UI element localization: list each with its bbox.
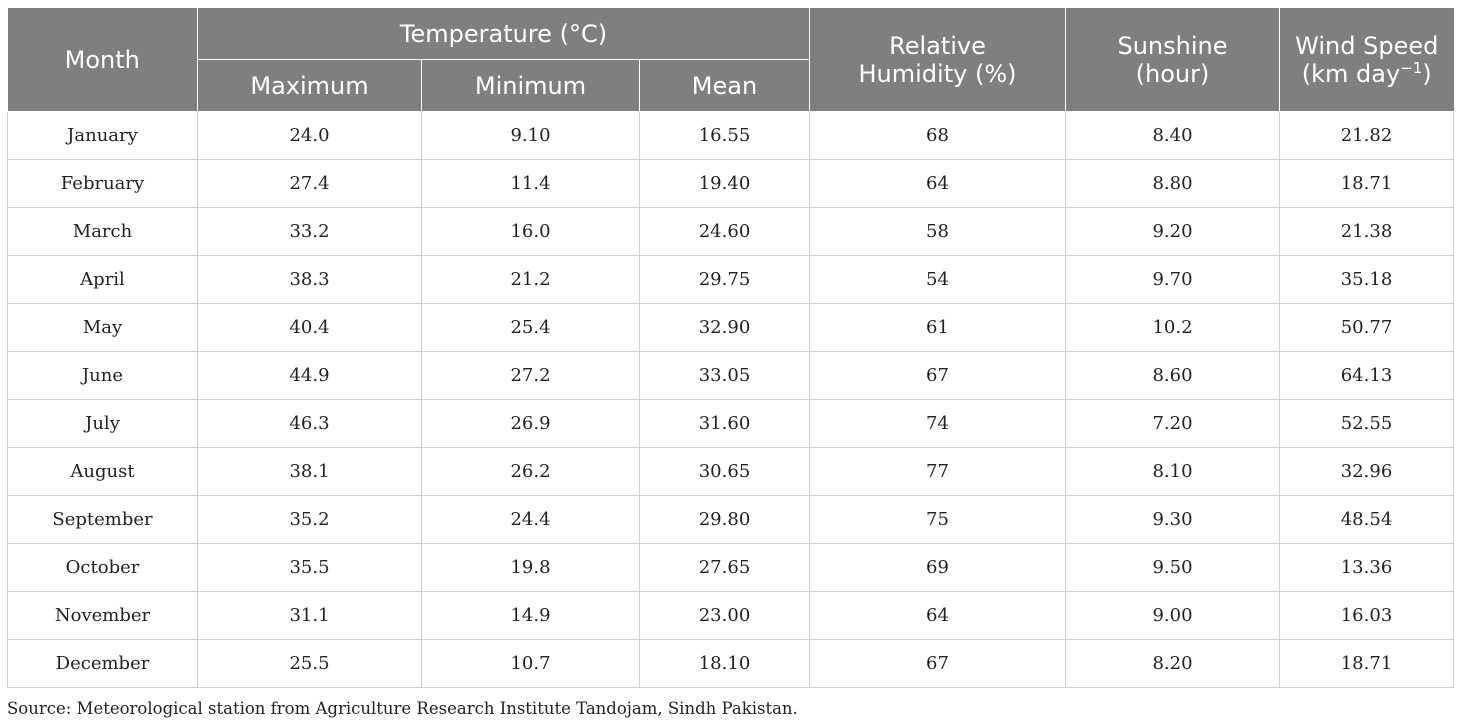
cell-wind-speed: 48.54	[1280, 496, 1454, 544]
cell-relative-humidity: 74	[810, 400, 1066, 448]
cell-relative-humidity: 67	[810, 640, 1066, 688]
cell-sunshine: 7.20	[1066, 400, 1280, 448]
cell-month: January	[8, 112, 198, 160]
cell-sunshine: 8.40	[1066, 112, 1280, 160]
header-maximum: Maximum	[198, 60, 422, 112]
cell-month: September	[8, 496, 198, 544]
header-month: Month	[8, 8, 198, 112]
cell-max-temp: 33.2	[198, 208, 422, 256]
cell-max-temp: 25.5	[198, 640, 422, 688]
header-temperature-group: Temperature (°C)	[198, 8, 810, 60]
cell-sunshine: 9.20	[1066, 208, 1280, 256]
cell-mean-temp: 31.60	[640, 400, 810, 448]
header-sunshine	[1066, 8, 1280, 112]
cell-sunshine: 9.70	[1066, 256, 1280, 304]
cell-wind-speed: 21.82	[1280, 112, 1454, 160]
cell-min-temp: 9.10	[422, 112, 640, 160]
cell-relative-humidity: 61	[810, 304, 1066, 352]
cell-month: July	[8, 400, 198, 448]
cell-max-temp: 46.3	[198, 400, 422, 448]
cell-mean-temp: 32.90	[640, 304, 810, 352]
table-header	[8, 8, 1454, 112]
table-row	[8, 112, 1454, 160]
table-row	[8, 352, 1454, 400]
cell-wind-speed: 35.18	[1280, 256, 1454, 304]
header-relative-humidity-line1: Relative	[889, 31, 986, 60]
cell-min-temp: 10.7	[422, 640, 640, 688]
cell-max-temp: 38.3	[198, 256, 422, 304]
table-row	[8, 448, 1454, 496]
cell-mean-temp: 24.60	[640, 208, 810, 256]
cell-wind-speed: 50.77	[1280, 304, 1454, 352]
cell-max-temp: 40.4	[198, 304, 422, 352]
cell-sunshine: 9.50	[1066, 544, 1280, 592]
header-wind-speed-line2-base: (km day	[1301, 59, 1401, 88]
header-wind-speed	[1280, 8, 1454, 112]
cell-relative-humidity: 58	[810, 208, 1066, 256]
weather-table-container	[7, 8, 1453, 688]
cell-mean-temp: 18.10	[640, 640, 810, 688]
table-row	[8, 496, 1454, 544]
source-note: Source: Meteorological station from Agriculture Research Institute Tandojam, Sindh Pakistan.	[7, 699, 798, 718]
header-sunshine-line2: (hour)	[1135, 59, 1210, 88]
cell-relative-humidity: 64	[810, 592, 1066, 640]
cell-min-temp: 27.2	[422, 352, 640, 400]
cell-max-temp: 24.0	[198, 112, 422, 160]
cell-max-temp: 38.1	[198, 448, 422, 496]
table-row	[8, 160, 1454, 208]
cell-sunshine: 8.20	[1066, 640, 1280, 688]
cell-mean-temp: 19.40	[640, 160, 810, 208]
cell-max-temp: 27.4	[198, 160, 422, 208]
header-wind-speed-exponent: −1	[1400, 58, 1423, 77]
table-row	[8, 304, 1454, 352]
cell-sunshine: 10.2	[1066, 304, 1280, 352]
table-row	[8, 592, 1454, 640]
cell-min-temp: 11.4	[422, 160, 640, 208]
cell-max-temp: 35.2	[198, 496, 422, 544]
cell-relative-humidity: 54	[810, 256, 1066, 304]
cell-month: February	[8, 160, 198, 208]
cell-mean-temp: 29.75	[640, 256, 810, 304]
header-wind-speed-line1: Wind Speed	[1295, 31, 1439, 60]
header-sunshine-line1: Sunshine	[1117, 31, 1228, 60]
table-row	[8, 208, 1454, 256]
cell-min-temp: 21.2	[422, 256, 640, 304]
cell-wind-speed: 52.55	[1280, 400, 1454, 448]
cell-mean-temp: 29.80	[640, 496, 810, 544]
cell-month: May	[8, 304, 198, 352]
table-body	[8, 112, 1454, 688]
cell-max-temp: 31.1	[198, 592, 422, 640]
cell-month: August	[8, 448, 198, 496]
cell-min-temp: 16.0	[422, 208, 640, 256]
cell-mean-temp: 23.00	[640, 592, 810, 640]
table-row	[8, 256, 1454, 304]
cell-wind-speed: 18.71	[1280, 160, 1454, 208]
cell-min-temp: 26.2	[422, 448, 640, 496]
cell-relative-humidity: 77	[810, 448, 1066, 496]
cell-sunshine: 8.80	[1066, 160, 1280, 208]
header-minimum: Minimum	[422, 60, 640, 112]
cell-min-temp: 26.9	[422, 400, 640, 448]
cell-month: November	[8, 592, 198, 640]
cell-month: March	[8, 208, 198, 256]
cell-min-temp: 24.4	[422, 496, 640, 544]
cell-relative-humidity: 64	[810, 160, 1066, 208]
cell-month: June	[8, 352, 198, 400]
cell-wind-speed: 32.96	[1280, 448, 1454, 496]
cell-mean-temp: 33.05	[640, 352, 810, 400]
cell-max-temp: 44.9	[198, 352, 422, 400]
table-row	[8, 400, 1454, 448]
table-row	[8, 640, 1454, 688]
cell-min-temp: 19.8	[422, 544, 640, 592]
cell-relative-humidity: 67	[810, 352, 1066, 400]
cell-sunshine: 8.60	[1066, 352, 1280, 400]
cell-min-temp: 25.4	[422, 304, 640, 352]
cell-relative-humidity: 75	[810, 496, 1066, 544]
cell-wind-speed: 21.38	[1280, 208, 1454, 256]
cell-month: October	[8, 544, 198, 592]
cell-relative-humidity: 68	[810, 112, 1066, 160]
cell-wind-speed: 18.71	[1280, 640, 1454, 688]
cell-mean-temp: 30.65	[640, 448, 810, 496]
header-wind-speed-line2-end: )	[1422, 59, 1432, 88]
cell-sunshine: 8.10	[1066, 448, 1280, 496]
cell-max-temp: 35.5	[198, 544, 422, 592]
header-mean: Mean	[640, 60, 810, 112]
cell-min-temp: 14.9	[422, 592, 640, 640]
cell-mean-temp: 27.65	[640, 544, 810, 592]
cell-sunshine: 9.30	[1066, 496, 1280, 544]
cell-month: April	[8, 256, 198, 304]
cell-mean-temp: 16.55	[640, 112, 810, 160]
table-row	[8, 544, 1454, 592]
cell-wind-speed: 16.03	[1280, 592, 1454, 640]
cell-wind-speed: 64.13	[1280, 352, 1454, 400]
header-relative-humidity-line2: Humidity (%)	[858, 59, 1017, 88]
cell-relative-humidity: 69	[810, 544, 1066, 592]
header-relative-humidity	[810, 8, 1066, 112]
weather-table	[7, 8, 1454, 688]
cell-month: December	[8, 640, 198, 688]
cell-sunshine: 9.00	[1066, 592, 1280, 640]
cell-wind-speed: 13.36	[1280, 544, 1454, 592]
